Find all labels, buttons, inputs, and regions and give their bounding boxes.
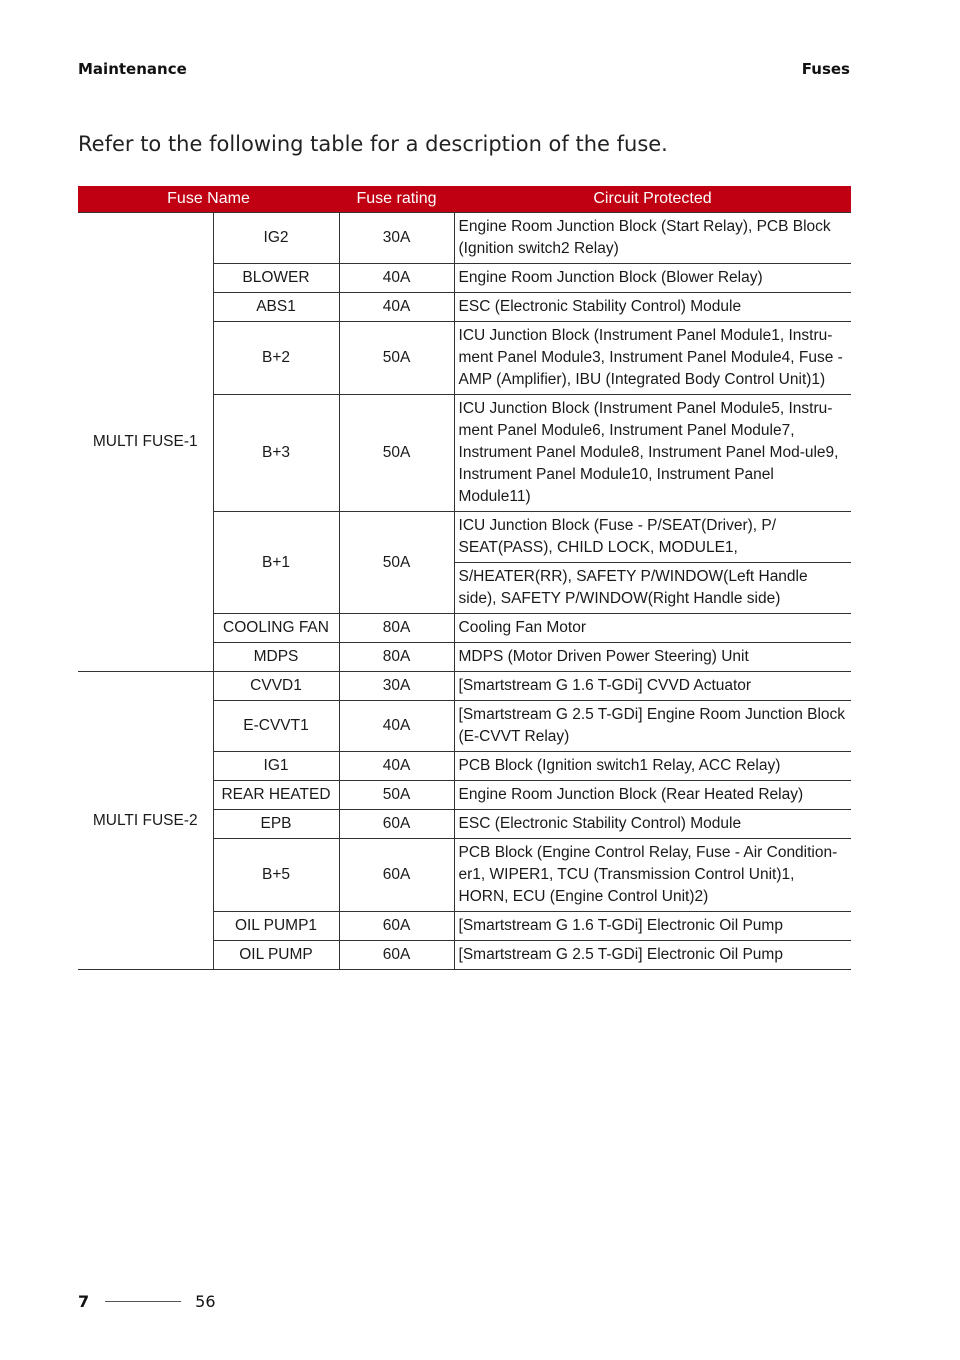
fuse-name-cell: OIL PUMP bbox=[213, 941, 339, 970]
fuse-name-cell: EPB bbox=[213, 810, 339, 839]
fuse-name-cell: IG1 bbox=[213, 752, 339, 781]
fuse-name-cell: B+5 bbox=[213, 839, 339, 912]
fuse-rating-cell: 30A bbox=[339, 213, 454, 264]
header-fuse-rating: Fuse rating bbox=[339, 186, 454, 213]
page-number: 56 bbox=[195, 1292, 216, 1311]
fuse-rating-cell: 40A bbox=[339, 293, 454, 322]
fuse-rating-cell: 40A bbox=[339, 752, 454, 781]
fuse-name-cell: CVVD1 bbox=[213, 672, 339, 701]
fuse-name-cell: B+2 bbox=[213, 322, 339, 395]
fuse-rating-cell: 50A bbox=[339, 781, 454, 810]
running-header-topic: Fuses bbox=[801, 60, 850, 78]
fuse-rating-cell: 30A bbox=[339, 672, 454, 701]
circuit-protected-cell: ICU Junction Block (Instrument Panel Module5, Instru-ment Panel Module6, Instrument Panel Module7, Instrument Panel Module8, Instrument Panel Mod-ule9, Instrument Panel Module10, Instrument Panel Module11) bbox=[454, 395, 851, 512]
header-fuse-name: Fuse Name bbox=[78, 186, 339, 213]
fuse-rating-cell: 40A bbox=[339, 264, 454, 293]
circuit-protected-cell: ICU Junction Block (Fuse - P/SEAT(Driver), P/ SEAT(PASS), CHILD LOCK, MODULE1, bbox=[454, 512, 851, 563]
circuit-protected-cell: PCB Block (Ignition switch1 Relay, ACC Relay) bbox=[454, 752, 851, 781]
fuse-rating-cell: 50A bbox=[339, 322, 454, 395]
circuit-protected-cell: PCB Block (Engine Control Relay, Fuse - Air Condition-er1, WIPER1, TCU (Transmission Control Unit)1, HORN, ECU (Engine Control Unit)2) bbox=[454, 839, 851, 912]
fuse-name-cell: ABS1 bbox=[213, 293, 339, 322]
fuse-name-cell: MDPS bbox=[213, 643, 339, 672]
fuse-table bbox=[78, 186, 851, 970]
fuse-name-cell: COOLING FAN bbox=[213, 614, 339, 643]
fuse-rating-cell: 80A bbox=[339, 614, 454, 643]
fuse-name-cell: REAR HEATED bbox=[213, 781, 339, 810]
fuse-rating-cell: 60A bbox=[339, 810, 454, 839]
fuse-name-cell: BLOWER bbox=[213, 264, 339, 293]
table-header-row bbox=[78, 186, 851, 213]
circuit-protected-cell: S/HEATER(RR), SAFETY P/WINDOW(Left Handle side), SAFETY P/WINDOW(Right Handle side) bbox=[454, 563, 851, 614]
circuit-protected-cell: ICU Junction Block (Instrument Panel Module1, Instru-ment Panel Module3, Instrument Panel Module4, Fuse - AMP (Amplifier), IBU (Integrated Body Control Unit)1) bbox=[454, 322, 851, 395]
fuse-name-cell: E-CVVT1 bbox=[213, 701, 339, 752]
circuit-protected-cell: [Smartstream G 2.5 T-GDi] Engine Room Junction Block (E-CVVT Relay) bbox=[454, 701, 851, 752]
fuse-rating-cell: 40A bbox=[339, 701, 454, 752]
chapter-number: 7 bbox=[78, 1292, 90, 1311]
circuit-protected-cell: [Smartstream G 1.6 T-GDi] Electronic Oil Pump bbox=[454, 912, 851, 941]
fuse-name-cell: B+3 bbox=[213, 395, 339, 512]
running-header-section: Maintenance bbox=[78, 60, 187, 78]
fuse-name-cell: B+1 bbox=[213, 512, 339, 614]
fuse-group-name: MULTI FUSE-1 bbox=[78, 213, 213, 672]
fuse-rating-cell: 60A bbox=[339, 941, 454, 970]
page-footer bbox=[78, 1292, 216, 1311]
intro-text: Refer to the following table for a description of the fuse. bbox=[78, 132, 668, 156]
table-row bbox=[78, 672, 851, 701]
circuit-protected-cell: Cooling Fan Motor bbox=[454, 614, 851, 643]
header-circuit-protected: Circuit Protected bbox=[454, 186, 851, 213]
fuse-rating-cell: 60A bbox=[339, 839, 454, 912]
fuse-name-cell: IG2 bbox=[213, 213, 339, 264]
fuse-group-name: MULTI FUSE-2 bbox=[78, 672, 213, 970]
footer-divider bbox=[105, 1301, 181, 1302]
fuse-rating-cell: 60A bbox=[339, 912, 454, 941]
circuit-protected-cell: MDPS (Motor Driven Power Steering) Unit bbox=[454, 643, 851, 672]
circuit-protected-cell: [Smartstream G 2.5 T-GDi] Electronic Oil Pump bbox=[454, 941, 851, 970]
circuit-protected-cell: Engine Room Junction Block (Rear Heated Relay) bbox=[454, 781, 851, 810]
table-row bbox=[78, 213, 851, 264]
circuit-protected-cell: ESC (Electronic Stability Control) Module bbox=[454, 810, 851, 839]
circuit-protected-cell: Engine Room Junction Block (Start Relay), PCB Block (Ignition switch2 Relay) bbox=[454, 213, 851, 264]
fuse-rating-cell: 80A bbox=[339, 643, 454, 672]
circuit-protected-cell: ESC (Electronic Stability Control) Module bbox=[454, 293, 851, 322]
fuse-rating-cell: 50A bbox=[339, 512, 454, 614]
circuit-protected-cell: Engine Room Junction Block (Blower Relay) bbox=[454, 264, 851, 293]
fuse-name-cell: OIL PUMP1 bbox=[213, 912, 339, 941]
circuit-protected-cell: [Smartstream G 1.6 T-GDi] CVVD Actuator bbox=[454, 672, 851, 701]
fuse-rating-cell: 50A bbox=[339, 395, 454, 512]
